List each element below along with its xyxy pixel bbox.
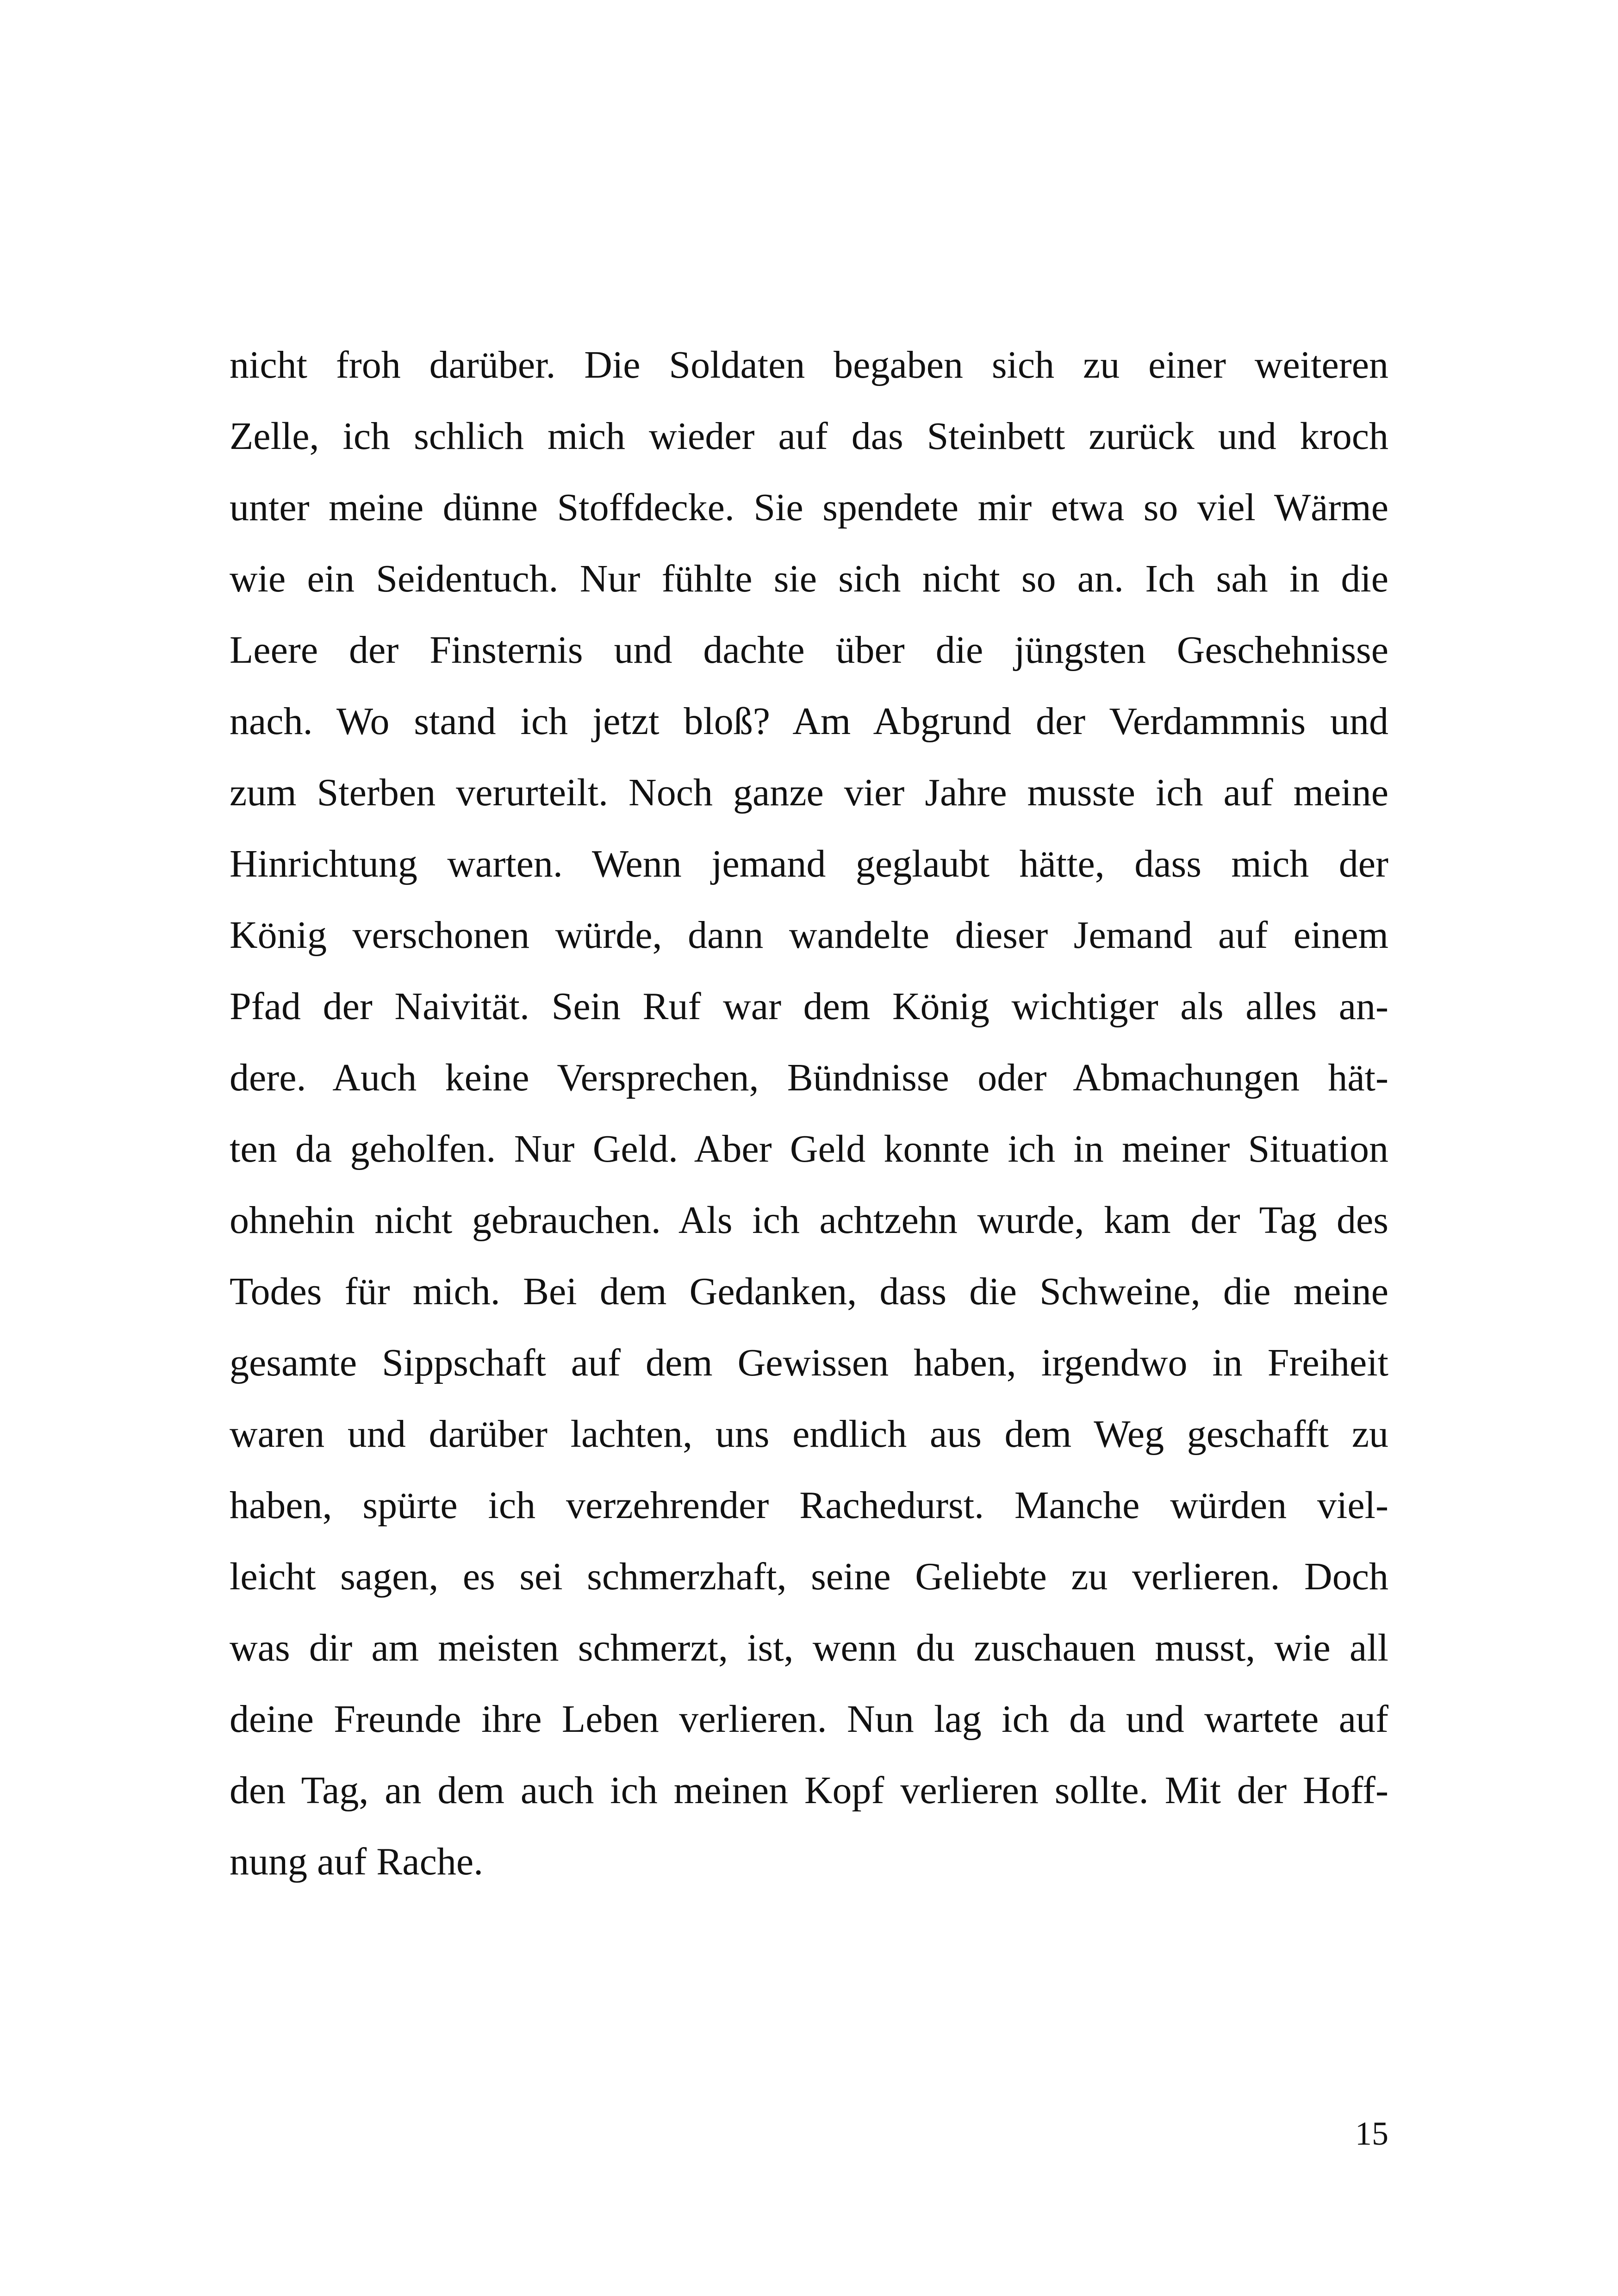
text-line: unter meine dünne Stoffdecke. Sie spendete mir etwa so viel Wärme [230,486,1388,529]
body-text [230,330,1388,1898]
text-line: gesamte Sippschaft auf dem Gewissen haben, irgendwo in Freiheit [230,1341,1388,1384]
text-line: den Tag, an dem auch ich meinen Kopf verlieren sollte. Mit der Hoff- [230,1769,1388,1812]
text-line: Zelle, ich schlich mich wieder auf das Steinbett zurück und kroch [230,415,1388,458]
text-line: wie ein Seidentuch. Nur fühlte sie sich nicht so an. Ich sah in die [230,557,1388,600]
text-line: ten da geholfen. Nur Geld. Aber Geld konnte ich in meiner Situation [230,1127,1388,1170]
text-line: dere. Auch keine Versprechen, Bündnisse oder Abmachungen hät- [230,1056,1388,1099]
text-line: Leere der Finsternis und dachte über die jüngsten Geschehnisse [230,628,1388,672]
text-line: zum Sterben verurteilt. Noch ganze vier Jahre musste ich auf meine [230,771,1388,814]
text-line: Pfad der Naivität. Sein Ruf war dem König wichtiger als alles an- [230,985,1388,1028]
text-line: was dir am meisten schmerzt, ist, wenn du zuschauen musst, wie all [230,1626,1388,1669]
text-line: deine Freunde ihre Leben verlieren. Nun lag ich da und wartete auf [230,1698,1388,1741]
text-line: ohnehin nicht gebrauchen. Als ich achtzehn wurde, kam der Tag des [230,1199,1388,1242]
text-line: haben, spürte ich verzehrender Rachedurst. Manche würden viel- [230,1484,1388,1527]
text-line: nach. Wo stand ich jetzt bloß? Am Abgrund der Verdammnis und [230,700,1388,743]
text-line: Hinrichtung warten. Wenn jemand geglaubt hätte, dass mich der [230,842,1388,885]
page-number: 15 [1355,2115,1388,2152]
text-line: nicht froh darüber. Die Soldaten begaben sich zu einer weiteren [230,343,1388,386]
text-line: Todes für mich. Bei dem Gedanken, dass die Schweine, die meine [230,1270,1388,1313]
text-line: waren und darüber lachten, uns endlich aus dem Weg geschafft zu [230,1412,1388,1456]
text-line: König verschonen würde, dann wandelte dieser Jemand auf einem [230,914,1388,957]
text-line: leicht sagen, es sei schmerzhaft, seine Geliebte zu verlieren. Doch [230,1555,1388,1598]
text-line-last: nung auf Rache. [230,1840,484,1883]
